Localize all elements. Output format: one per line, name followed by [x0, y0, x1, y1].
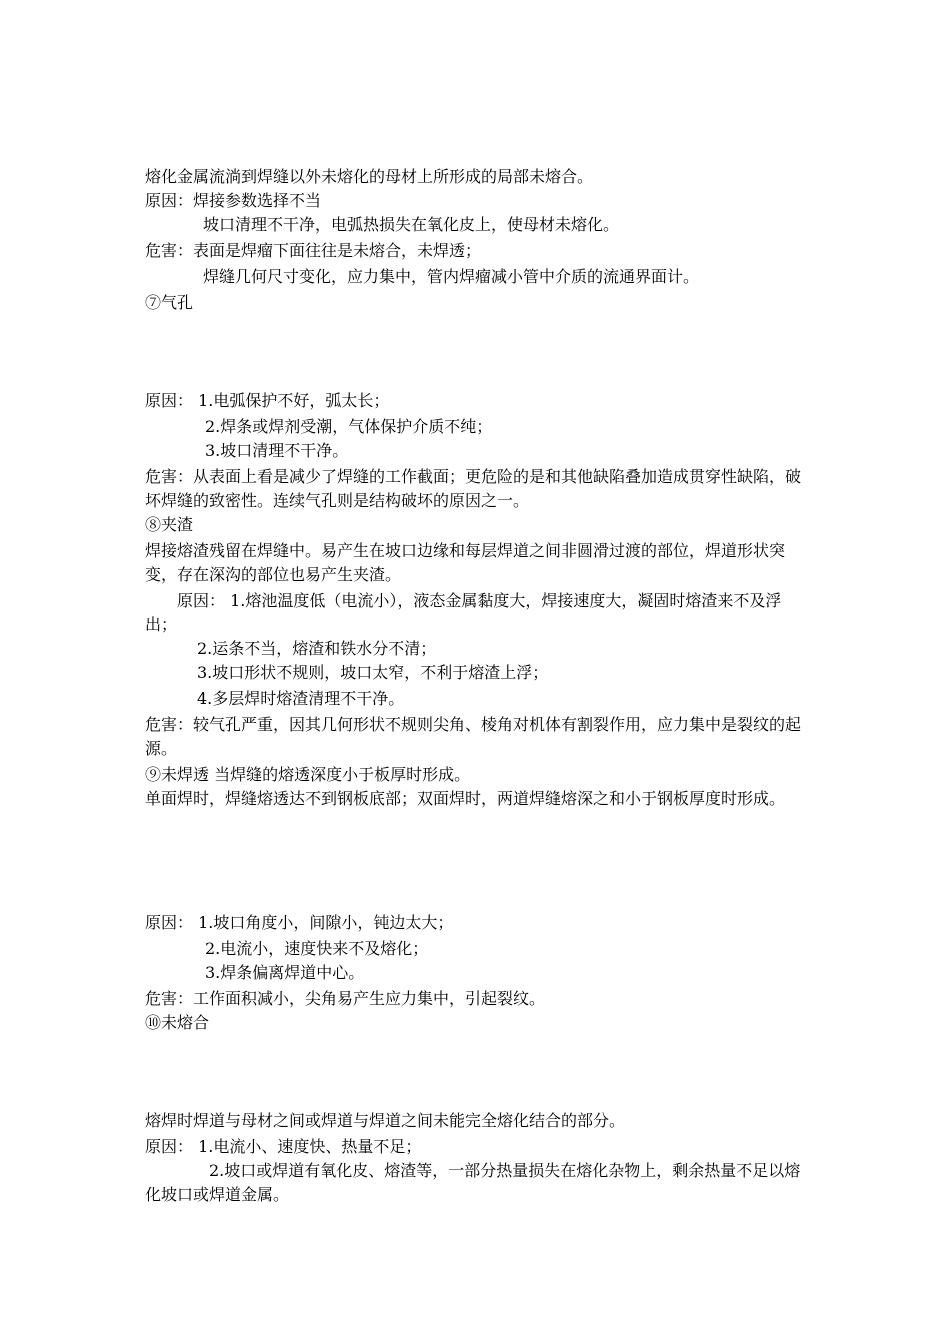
- harm-line: 焊缝几何尺寸变化，应力集中，管内焊瘤减小管中介质的流通界面计。: [203, 267, 700, 286]
- section-heading: ⑦气孔: [145, 293, 194, 312]
- cause-line: 3.焊条偏离焊道中心。: [205, 963, 365, 982]
- section-heading: ⑨未焊透 当焊缝的熔透深度小于板厚时形成。: [145, 765, 471, 784]
- cause-line: 2.电流小，速度快来不及熔化；: [205, 939, 429, 958]
- cause-line: 2.运条不当，熔渣和铁水分不清；: [197, 639, 437, 658]
- harm-line: 危害：表面是焊瘤下面往往是未熔合，未焊透；: [145, 241, 482, 260]
- cause-line: 原因： 1.电流小、速度快、热量不足；: [145, 1137, 422, 1156]
- paragraph: 焊接熔渣残留在焊缝中。易产生在坡口边缘和每层焊道之间非圆滑过渡的部位，焊道形状突变，存在深沟的部位也易产生夹渣。: [145, 541, 786, 584]
- cause-line: 3.坡口清理不干净。: [205, 441, 349, 460]
- paragraph-line: 熔焊时焊道与母材之间或焊道与焊道之间未能完全熔化结合的部分。: [145, 1111, 626, 1130]
- paragraph-line: 熔化金属流淌到焊缝以外未熔化的母材上所形成的局部未熔合。: [145, 167, 594, 186]
- cause-paragraph: 2.坡口或焊道有氧化皮、熔渣等，一部分热量损失在熔化杂物上，剩余热量不足以熔化坡口或焊道金属。: [145, 1161, 801, 1204]
- cause-line: 4.多层焊时熔渣清理不干净。: [197, 689, 405, 708]
- cause-line: 原因：焊接参数选择不当: [145, 191, 322, 210]
- paragraph: 单面焊时，焊缝熔透达不到钢板底部；双面焊时，两道焊缝熔深之和小于钢板厚度时形成。: [145, 789, 786, 808]
- section-heading: ⑧夹渣: [145, 515, 194, 534]
- harm-paragraph: 危害：较气孔严重，因其几何形状不规则尖角、棱角对机体有割裂作用，应力集中是裂纹的起源。: [145, 715, 802, 758]
- cause-line: 原因： 1.电弧保护不好，弧太长；: [145, 391, 390, 410]
- cause-line: 原因： 1.坡口角度小，间隙小，钝边太大；: [145, 913, 454, 932]
- harm-paragraph: 危害：从表面上看是减少了焊缝的工作截面；更危险的是和其他缺陷叠加造成贯穿性缺陷，破坏焊缝的致密性。连续气孔则是结构破坏的原因之一。: [145, 467, 802, 510]
- harm-line: 危害：工作面积减小，尖角易产生应力集中，引起裂纹。: [145, 989, 546, 1008]
- section-heading: ⑩未熔合: [145, 1013, 210, 1032]
- cause-line: 2.焊条或焊剂受潮，气体保护介质不纯；: [205, 417, 493, 436]
- cause-paragraph: 原因： 1.熔池温度低（电流小），液态金属黏度大，焊接速度大，凝固时熔渣来不及浮出；: [145, 591, 782, 634]
- cause-line: 3.坡口形状不规则，坡口太窄，不利于熔渣上浮；: [197, 663, 549, 682]
- cause-line: 坡口清理不干净，电弧热损失在氧化皮上，使母材未熔化。: [203, 215, 620, 234]
